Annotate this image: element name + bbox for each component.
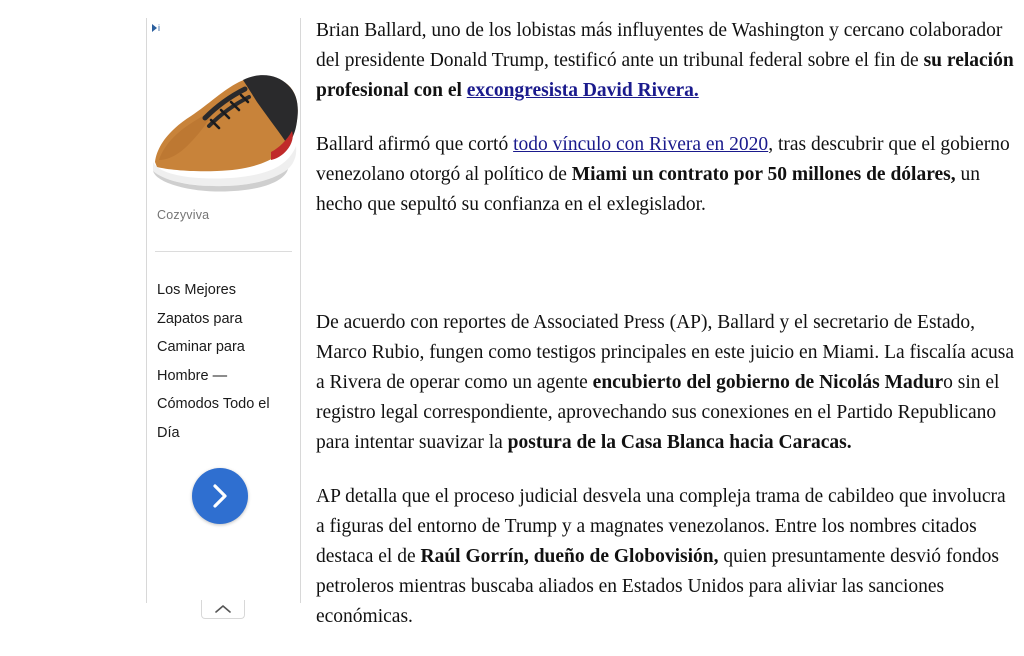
ad-brand-name: Cozyviva	[157, 208, 210, 222]
ad-product-image[interactable]	[147, 34, 300, 204]
article-link[interactable]: todo vínculo con Rivera en 2020	[513, 134, 769, 155]
article-text: quien presuntamente desvió fondos petroleros mientras buscaba aliados en Estados Unidos para aliviar las sanciones económicas.	[316, 546, 999, 627]
chevron-up-icon	[215, 604, 231, 614]
article-body	[316, 16, 1016, 656]
article-paragraph	[316, 482, 1016, 632]
article-emphasis: su relación profesional con el	[316, 50, 1014, 101]
advertisement-panel[interactable]	[146, 18, 301, 603]
ad-choices-label: i	[158, 23, 160, 33]
article-text: Brian Ballard, uno de los lobistas más influyentes de Washington y cercano colaborador del presidente Donald Trump, testificó ante un tribunal federal sobre el fin de	[316, 20, 1003, 71]
article-emphasis: Raúl Gorrín, dueño de Globovisión,	[420, 546, 719, 567]
article-link[interactable]: excongresista David Rivera.	[466, 80, 699, 101]
chevron-right-icon	[208, 483, 232, 509]
ad-headline[interactable]: Los Mejores Zapatos para Caminar para Hombre — Cómodos Todo el Día	[157, 282, 270, 441]
ad-divider	[155, 251, 292, 252]
article-text: un hecho que sepultó su confianza en el exlegislador.	[316, 164, 981, 215]
article-emphasis: Miami un contrato por 50 millones de dólares,	[571, 164, 956, 185]
ad-choices-triangle-icon	[152, 24, 157, 32]
ad-collapse-bar	[146, 596, 301, 618]
article-paragraph	[316, 130, 1016, 220]
article-emphasis: encubierto del gobierno de Nicolás Madur	[592, 372, 944, 393]
article-emphasis: postura de la Casa Blanca hacia Caracas.	[507, 432, 852, 453]
ad-cta-button[interactable]	[192, 468, 248, 524]
article-text: AP detalla que el proceso judicial desvela una compleja trama de cabildeo que involucra a figuras del entorno de Trump y a magnates venezolanos. Entre los nombres citados destaca el de	[316, 486, 1006, 567]
ad-collapse-button[interactable]	[201, 600, 245, 619]
article-text: De acuerdo con reportes de Associated Press (AP), Ballard y el secretario de Estado, Marco Rubio, fungen como testigos principales en este juicio en Miami. La fiscalía acusa a Rivera de operar como un agente	[316, 312, 1015, 393]
article-text: , tras descubrir que el gobierno venezolano otorgó al político de	[316, 134, 1010, 185]
article-text: o sin el registro legal correspondiente, aprovechando sus conexiones en el Partido Republicano para intentar suavizar la	[316, 372, 1000, 453]
article-paragraph	[316, 308, 1016, 458]
article-paragraph	[316, 16, 1016, 106]
article-text: Ballard afirmó que cortó	[316, 134, 514, 155]
